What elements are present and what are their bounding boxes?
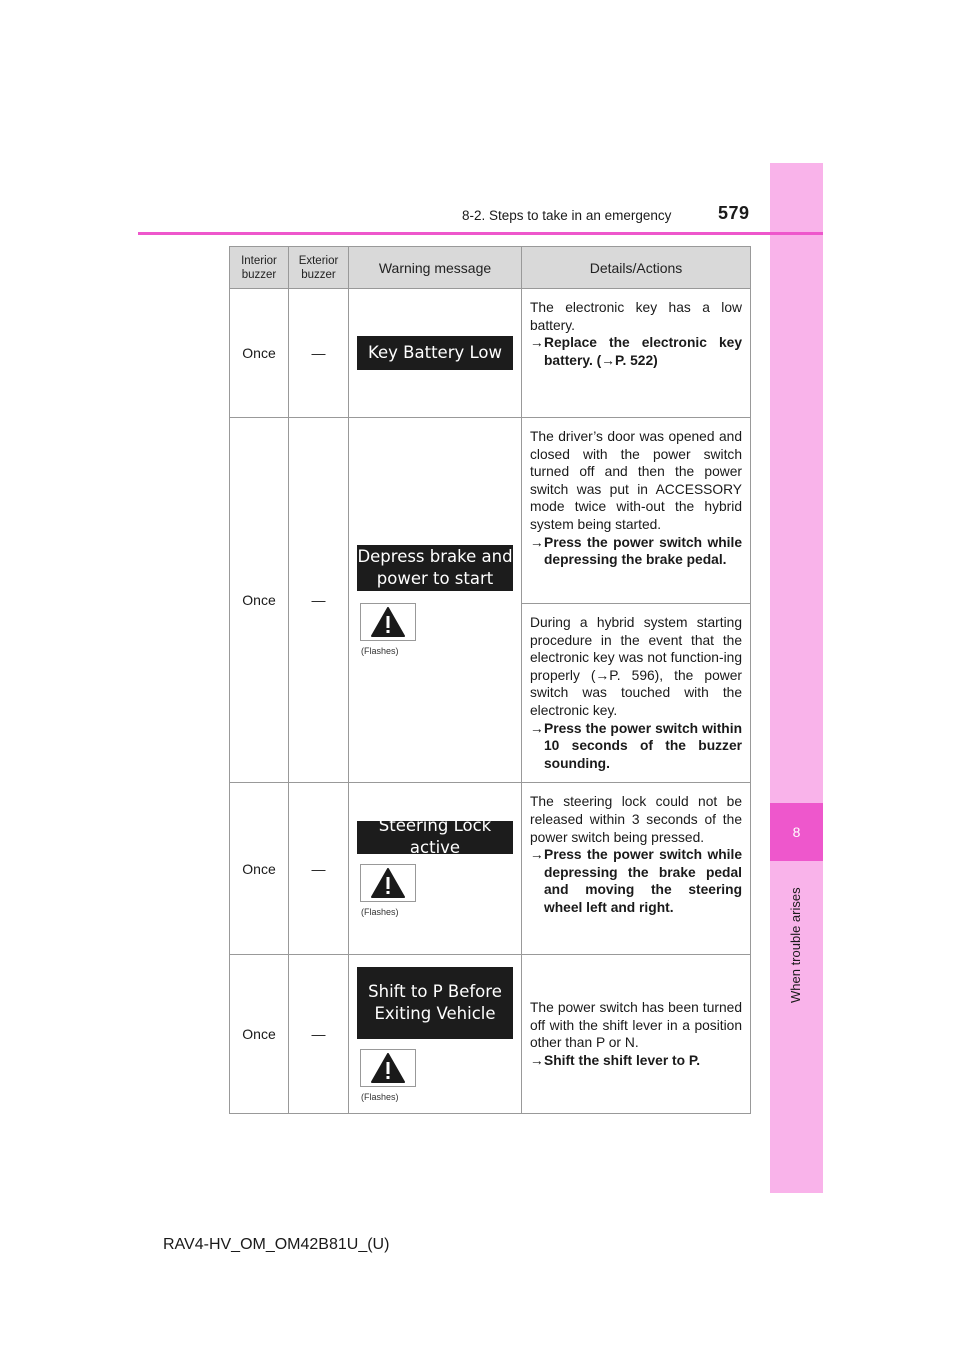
action-text: Press the power switch while depressing the brake pedal. [544,534,742,568]
details-cell [522,955,751,1114]
flashes-label: (Flashes) [361,645,399,656]
warning-triangle-icon [360,603,416,641]
details-text: The electronic key has a low battery. [530,300,742,333]
arrow-icon: → [530,335,544,351]
warning-triangle-icon [360,1049,416,1087]
section-title: 8-2. Steps to take in an emergency [462,208,672,223]
interior-buzzer-cell: Once [230,955,289,1114]
table-header-row [230,247,751,289]
action-item [530,334,742,369]
action-item [530,1052,742,1070]
action-text: Replace the electronic key battery. (→P. 522) [544,335,742,368]
header-interior-buzzer: Interior buzzer [230,247,289,289]
interior-buzzer-cell: Once [230,783,289,955]
header-warning-message: Warning message [349,247,522,289]
exterior-buzzer-cell: — [289,289,349,418]
arrow-icon: → [530,720,544,736]
document-code: RAV4-HV_OM_OM42B81U_(U) [163,1236,390,1253]
warning-triangle-icon [360,864,416,902]
details-cell [522,604,751,783]
arrow-icon: → [530,1052,544,1068]
warning-message-display: Shift to P Before Exiting Vehicle [357,967,513,1039]
page-number: 579 [718,203,750,223]
exterior-buzzer-cell: — [289,783,349,955]
details-cell [522,289,751,418]
details-text: The steering lock could not be released within 3 seconds of the power switch being pressed. [530,794,742,845]
warning-message-cell [349,418,522,783]
action-item [530,720,742,773]
chapter-side-tab [770,163,823,1193]
flashes-label: (Flashes) [361,906,399,917]
details-cell [522,418,751,604]
details-text: The driver’s door was opened and closed with the power switch turned off and then the power switch was put in ACCESSORY mode twice with-out the hybrid system being started. [530,429,742,532]
arrow-icon: → [530,534,544,550]
warning-message-cell [349,289,522,418]
flashes-label: (Flashes) [361,1091,399,1102]
interior-buzzer-cell: Once [230,289,289,418]
details-text: During a hybrid system starting procedure in the event that the electronic key was not function-ing properly (→P. 596), the power switch was touched with the electronic key. [530,615,742,718]
interior-buzzer-cell: Once [230,418,289,783]
action-text: Shift the shift lever to P. [544,1052,701,1068]
warning-message-cell [349,783,522,955]
warning-message-display: Steering Lock active [357,821,513,854]
exterior-buzzer-cell: — [289,955,349,1114]
action-item [530,846,742,916]
details-cell [522,783,751,955]
action-text: Press the power switch while depressing the brake pedal and moving the steering wheel left and right. [544,847,742,915]
header-rule [138,232,823,235]
action-text: Press the power switch within 10 seconds of the buzzer sounding. [544,720,742,771]
header-details-actions: Details/Actions [522,247,751,289]
warning-message-table [229,246,751,1114]
table-row [230,955,751,1114]
table-row [230,418,751,604]
warning-message-cell [349,955,522,1114]
exterior-buzzer-cell: — [289,418,349,783]
table-row [230,783,751,955]
warning-message-display: Key Battery Low [357,336,513,370]
header-exterior-buzzer: Exterior buzzer [289,247,349,289]
action-item [530,534,742,569]
table-row [230,289,751,418]
arrow-icon: → [530,847,544,863]
details-text: The power switch has been turned off with the shift lever in a position other than P or N. [530,1000,742,1051]
chapter-title: When trouble arises [788,887,803,1003]
warning-message-display: Depress brake and power to start [357,545,513,591]
chapter-number: 8 [770,803,823,861]
